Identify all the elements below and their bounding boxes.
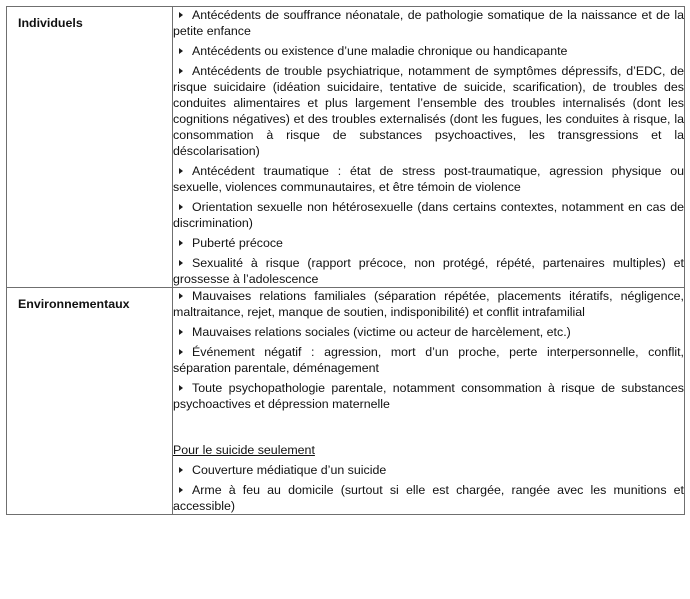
list-item: Mauvaises relations sociales (victime ou acteur de harcèlement, etc.) [173,324,684,340]
list-item: Antécédents de trouble psychiatrique, notamment de symptômes dépressifs, d’EDC, de risque suicidaire (idéation suicidaire, tentative de suicide, scarification), de troubles des conduites alimentaires et plus largement l’ensemble des troubles internalisés (dont les cognitions négatives) et des troubles externalisés (dont les fugues, les conduites à risque, la consommation à risque de substances psychoactives, les transgressions et la déscolarisation) [173,64,684,158]
bullet-icon [179,487,183,493]
bullet-icon [179,329,183,335]
list-item: Couverture médiatique d’un suicide [173,462,684,478]
bullet-icon [179,385,183,391]
list-item: Orientation sexuelle non hétérosexuelle (dans certains contextes, notamment en cas de discrimination) [173,200,684,230]
list-item: Arme à feu au domicile (surtout si elle est chargée, rangée avec les munitions et accessible) [173,483,684,513]
category-cell [7,288,173,515]
list-item: Puberté précoce [173,235,684,251]
suicide-subheading: Pour le suicide seulement [173,443,315,457]
table-row-environnementaux [7,288,685,515]
list-item: Antécédent traumatique : état de stress post-traumatique, agression physique ou sexuelle, violences communautaires, et être témoin de violence [173,164,684,194]
bullet-icon [179,204,183,210]
category-cell [7,7,173,288]
table-row-individuels [7,7,685,288]
category-label: Individuels [18,16,83,30]
bullet-icon [179,12,183,18]
bullet-icon [179,349,183,355]
bullet-icon [179,293,183,299]
list-item: Toute psychopathologie parentale, notamment consommation à risque de substances psychoactives et dépression maternelle [173,381,684,411]
bullet-icon [179,68,183,74]
items-cell [173,288,685,515]
items-cell [173,7,685,288]
list-item: Mauvaises relations familiales (séparation répétée, placements itératifs, négligence, maltraitance, rejet, manque de soutien, indisponibilité) et conflit intrafamilial [173,289,684,319]
list-item: Sexualité à risque (rapport précoce, non protégé, répété, partenaires multiples) et grossesse à l’adolescence [173,256,684,286]
list-item: Antécédents ou existence d’une maladie chronique ou handicapante [173,43,684,59]
section-spacer [173,416,684,442]
category-label: Environnementaux [18,297,130,311]
bullet-icon [179,260,183,266]
bullet-icon [179,467,183,473]
risk-factors-table [6,6,685,515]
list-item: Antécédents de souffrance néonatale, de pathologie somatique de la naissance et de la petite enfance [173,8,684,38]
bullet-icon [179,240,183,246]
list-item: Événement négatif : agression, mort d’un proche, perte interpersonnelle, conflit, séparation parentale, déménagement [173,345,684,375]
bullet-icon [179,48,183,54]
bullet-icon [179,168,183,174]
